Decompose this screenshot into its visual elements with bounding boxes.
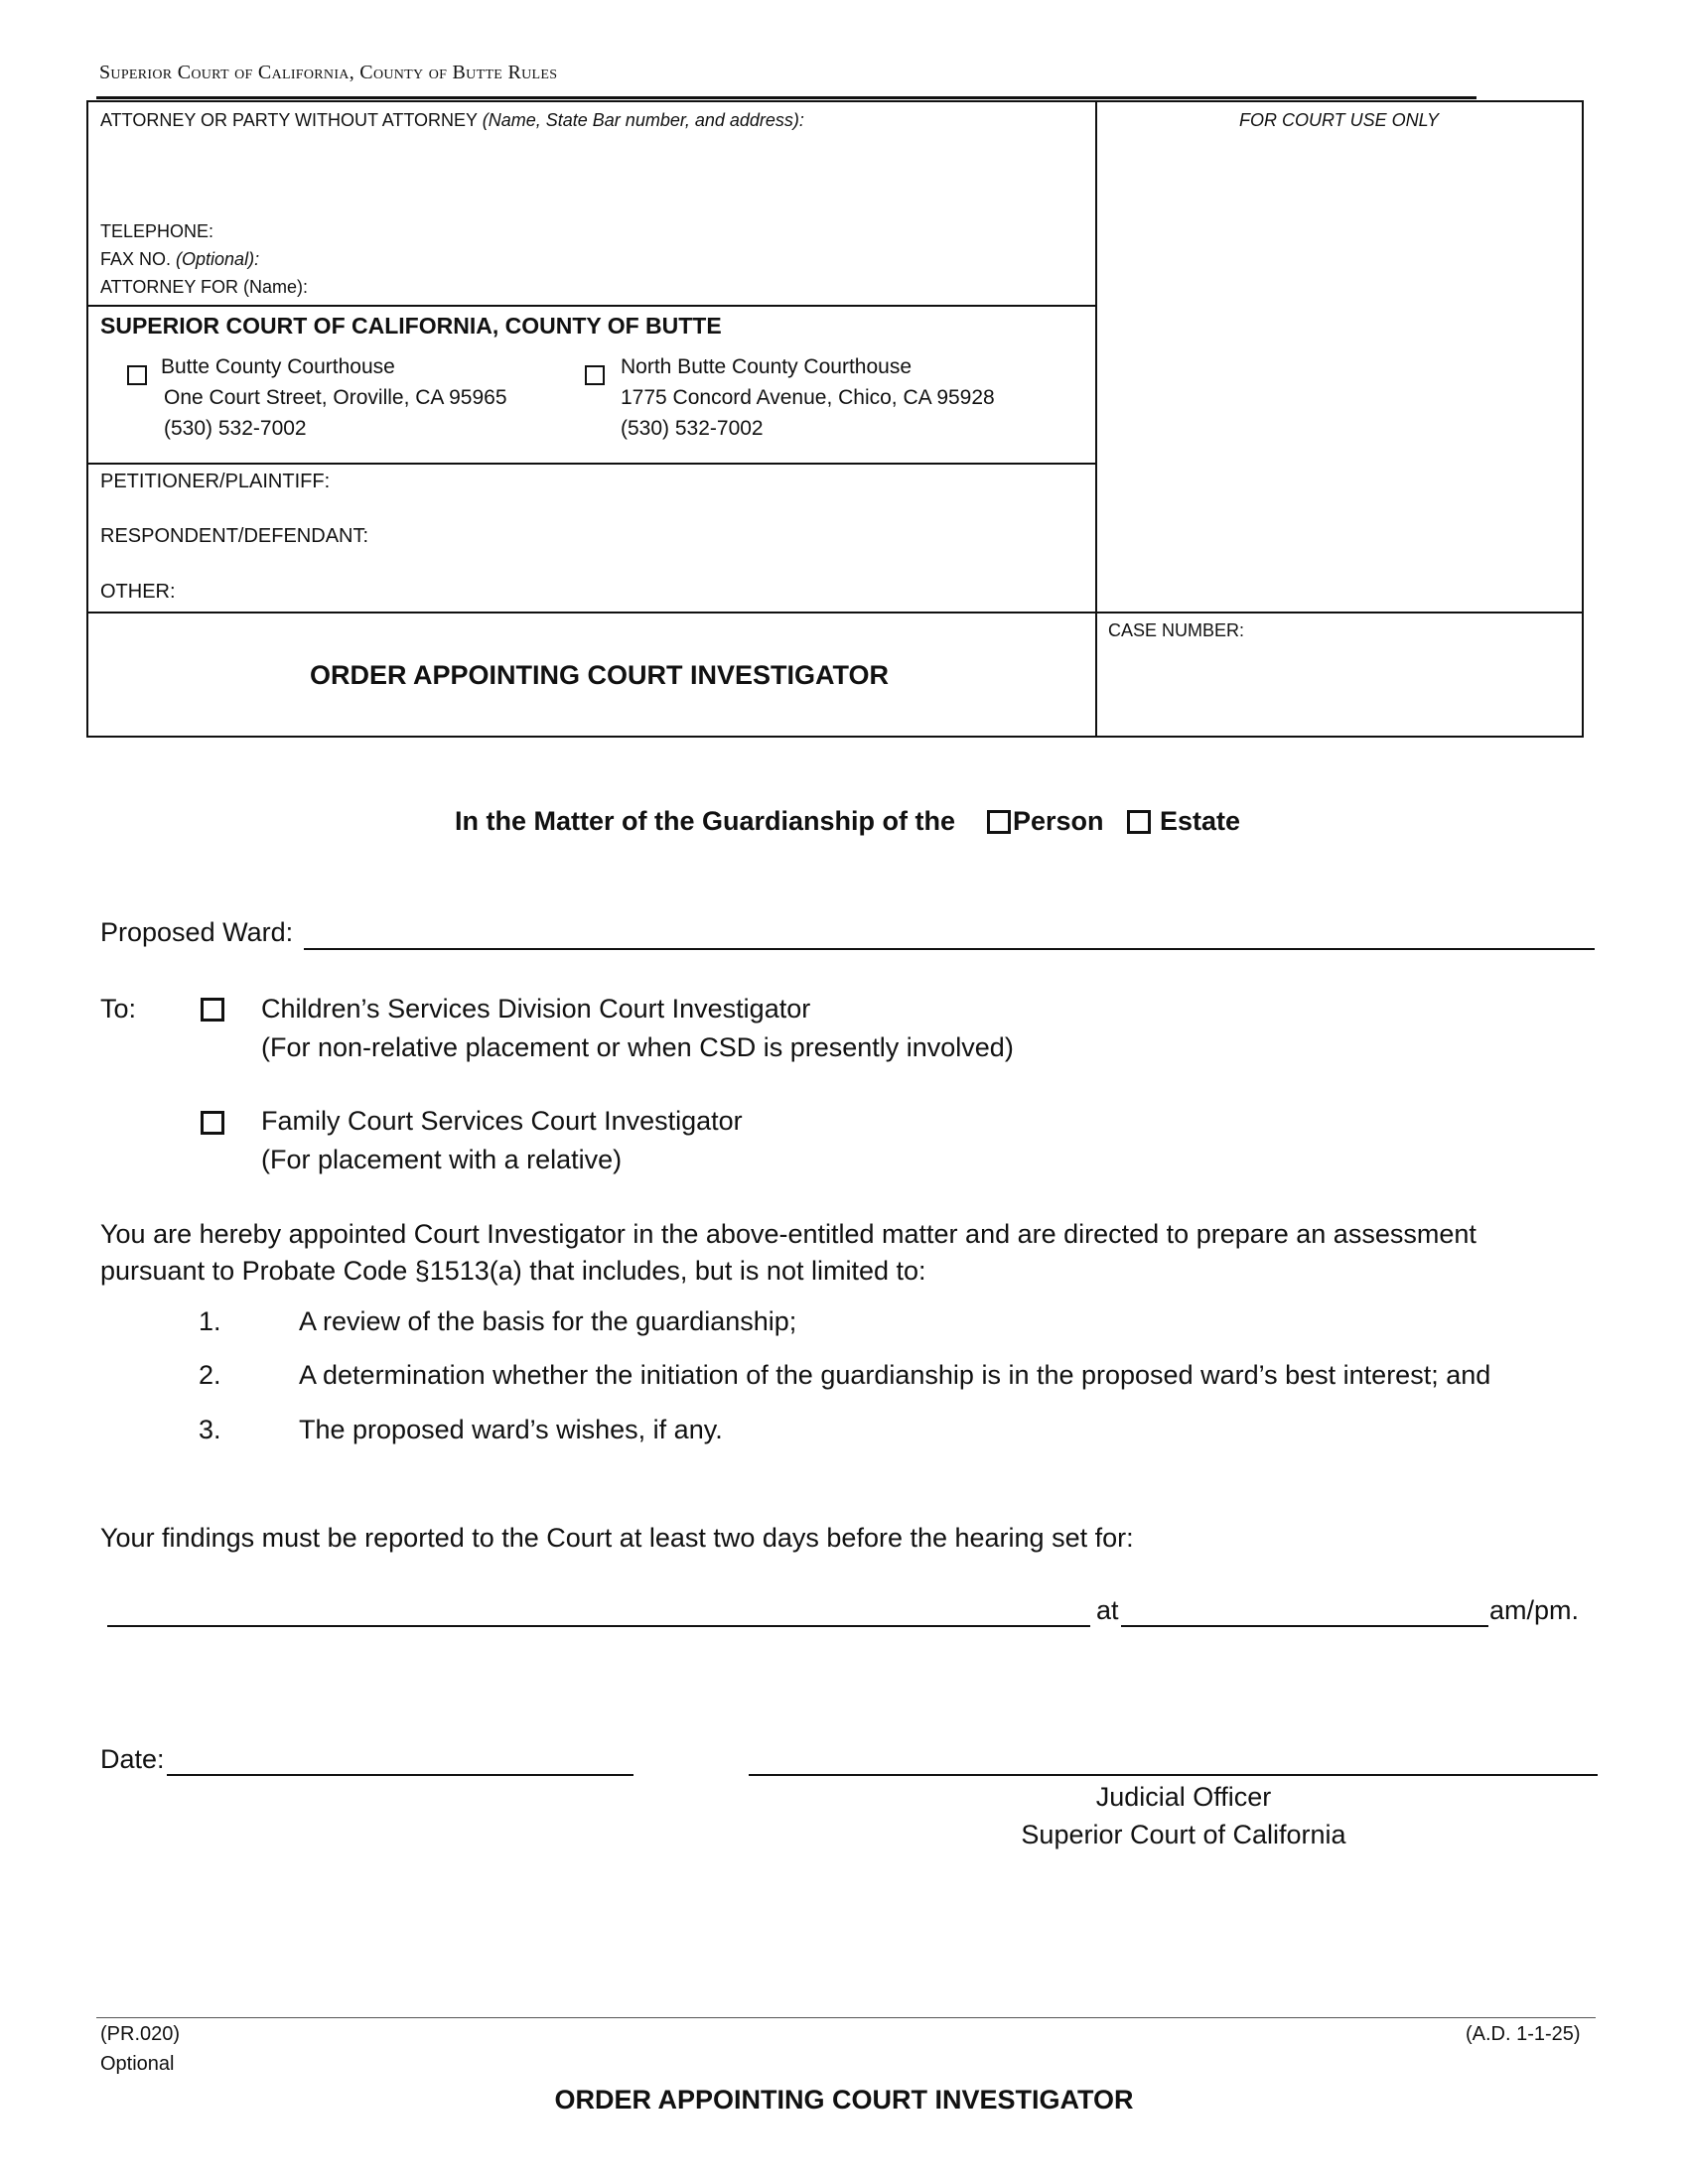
petitioner-label: PETITIONER/PLAINTIFF: [100, 471, 331, 492]
telephone-label: TELEPHONE: [100, 221, 214, 241]
proposed-ward-label: Proposed Ward: [100, 917, 294, 947]
signer-title: Judicial Officer [1095, 1782, 1272, 1812]
assessment-item-text: The proposed ward’s wishes, if any. [299, 1415, 723, 1444]
csd-investigator-text: Children’s Services Division Court Investigator (For non-relative placement or when CSD is presently involved) [261, 994, 1014, 1062]
fcs-investigator-checkbox[interactable] [201, 1111, 224, 1135]
case-number-label: CASE NUMBER: [1108, 620, 1245, 640]
assessment-item-text: A review of the basis for the guardianship; [299, 1306, 797, 1336]
attorney-for-label: ATTORNEY FOR (Name): [100, 277, 309, 297]
caption-divider-title [86, 612, 1584, 614]
court-use-label: FOR COURT USE ONLY [1239, 110, 1440, 130]
header-rule [96, 96, 1477, 99]
assessment-item: 2. [199, 1360, 221, 1390]
hearing-time-line[interactable] [1121, 1625, 1488, 1627]
person-option-label: Person [1013, 806, 1104, 836]
caption-form-title: ORDER APPOINTING COURT INVESTIGATOR [310, 660, 890, 690]
signer-court: Superior Court of California [1021, 1820, 1346, 1849]
proposed-ward-line[interactable] [304, 948, 1595, 950]
date-label: Date: [100, 1744, 165, 1774]
form-status: Optional [100, 2053, 175, 2075]
footer-rule [96, 2017, 1596, 2018]
revision-date: (A.D. 1-1-25) [1466, 2023, 1581, 2045]
findings-text: Your findings must be reported to the Court at least two days before the hearing set for: [100, 1523, 1134, 1553]
assessment-item: 1. [199, 1306, 221, 1336]
guardianship-matter-text: In the Matter of the Guardianship of the [455, 806, 956, 836]
courthouse-chico-checkbox[interactable] [585, 365, 605, 385]
court-name: SUPERIOR COURT OF CALIFORNIA, COUNTY OF BUTTE [100, 313, 722, 339]
courthouse-chico-address: North Butte County Courthouse 1775 Concord Avenue, Chico, CA 95928 (530) 532-7002 [621, 355, 995, 440]
respondent-label: RESPONDENT/DEFENDANT: [100, 525, 369, 547]
date-line[interactable] [167, 1774, 633, 1776]
signature-line[interactable] [749, 1774, 1598, 1776]
fax-label: FAX NO. (Optional): [100, 249, 260, 269]
form-code: (PR.020) [100, 2023, 181, 2045]
hearing-date-line[interactable] [107, 1625, 1090, 1627]
csd-investigator-checkbox[interactable] [201, 998, 224, 1022]
assessment-item-text: A determination whether the initiation of the guardianship is in the proposed ward’s best interest; and [299, 1360, 1491, 1390]
at-label: at [1096, 1595, 1119, 1625]
assessment-item: 3. [199, 1415, 221, 1444]
footer-form-title: ORDER APPOINTING COURT INVESTIGATOR [554, 2085, 1134, 2115]
fcs-investigator-text: Family Court Services Court Investigator (For placement with a relative) [261, 1106, 743, 1174]
caption-divider-parties [86, 463, 1095, 465]
estate-checkbox[interactable] [1127, 810, 1151, 834]
courthouse-oroville-address: Butte County Courthouse One Court Street, Oroville, CA 95965 (530) 532-7002 [161, 355, 507, 440]
to-label: To: [100, 994, 137, 1024]
courthouse-oroville-checkbox[interactable] [127, 365, 147, 385]
caption-divider-court [86, 305, 1095, 307]
caption-vertical-divider [1095, 100, 1097, 738]
appointment-paragraph: You are hereby appointed Court Investigator in the above-entitled matter and are directed to prepare an assessment pursuant to Probate Code §1513(a) that includes, but is not limited to: [100, 1219, 1477, 1286]
attorney-label: ATTORNEY OR PARTY WITHOUT ATTORNEY (Name, State Bar number, and address): [100, 110, 804, 130]
rules-header: Superior Court of California, County of Butte Rules [99, 62, 558, 83]
person-checkbox[interactable] [987, 810, 1011, 834]
ampm-label: am/pm. [1489, 1595, 1580, 1625]
other-label: OTHER: [100, 581, 176, 603]
estate-option-label: Estate [1160, 806, 1241, 836]
